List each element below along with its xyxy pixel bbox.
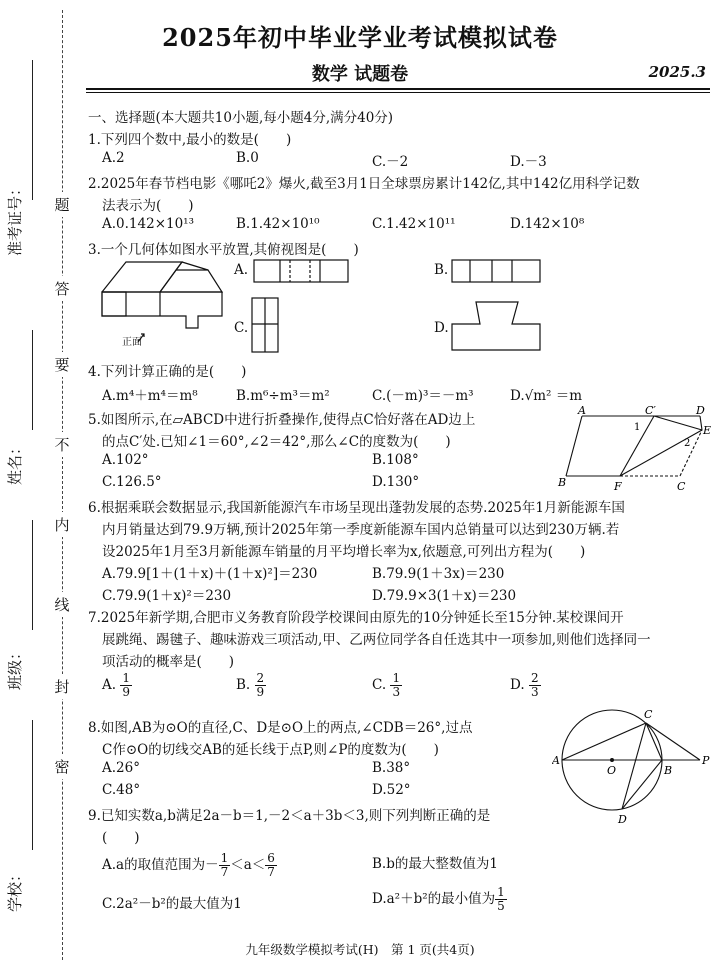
q6-stem-line1: 6.根据乘联会数据显示,我国新能源汽车市场呈现出蓬勃发展的态势.2025年1月新能源车国 — [88, 500, 625, 516]
q8-center-dot — [610, 758, 614, 762]
q5-stem-line2: 的点C′处.已知∠1＝60°,∠2＝42°,那么∠C的度数为( ) — [102, 434, 451, 450]
q2-option-c: C.1.42×10¹¹ — [372, 216, 456, 232]
frac-den: 3 — [392, 685, 401, 699]
name-line — [32, 330, 33, 430]
frac-num: 1 — [122, 671, 130, 685]
q4-option-c: C.(－m)³＝－m³ — [372, 388, 474, 404]
frac-den: 9 — [122, 685, 130, 699]
q6-option-b: B.79.9(1＋3x)＝230 — [372, 566, 505, 582]
q2-option-a: A.0.142×10¹³ — [102, 216, 195, 232]
binding-margin — [0, 0, 80, 969]
q8-stem-line2: C作⊙O的切线交AB的延长线于点P,则∠P的度数为( ) — [102, 742, 439, 758]
q9-option-d-prefix: D.a²＋b²的最小值为 — [372, 891, 496, 907]
q6-option-c: C.79.9(1＋x)²＝230 — [102, 588, 232, 604]
q7-stem-line1: 7.2025年新学期,合肥市义务教育阶段学校课间由原先的10分钟延长至15分钟.某校课间开 — [88, 610, 624, 626]
frac-num: 2 — [256, 671, 265, 685]
q8-option-d: D.52° — [372, 782, 411, 798]
q7-option-b-fraction — [255, 672, 267, 699]
q3-option-c-letter: C. — [234, 320, 249, 336]
q9-option-a-mid: ＜a＜ — [230, 857, 266, 873]
q5-label-d: D — [696, 404, 705, 417]
q9-option-d — [372, 886, 507, 913]
q1-option-c: C.－2 — [372, 154, 409, 170]
section-heading: 一、选择题(本大题共10小题,每小题4分,满分40分) — [88, 110, 394, 126]
header-rule — [86, 88, 710, 90]
q7-stem-line2: 展跳绳、踢毽子、趣味游戏三项活动,甲、乙两位同学各自任选其中一项参加,则他们选择同一 — [102, 632, 651, 648]
exam-title: 2025年初中毕业学业考试模拟试卷 — [162, 23, 558, 52]
seal-char: 密 — [52, 754, 72, 779]
q5-label-e: E — [703, 424, 712, 437]
q4-option-d: D.√m² ＝m — [510, 388, 583, 404]
frac-num: 1 — [220, 851, 229, 865]
frac-num: 2 — [530, 671, 539, 685]
q7-option-a — [102, 672, 132, 699]
page-footer: 九年级数学模拟考试(H) 第 1 页(共4页) — [245, 942, 475, 957]
q3-option-d-letter: D. — [434, 320, 449, 336]
q7-option-d-letter: D. — [510, 677, 525, 693]
frac-num: 6 — [267, 851, 275, 865]
school-line — [32, 720, 33, 850]
q8-label-o: O — [607, 764, 617, 777]
seal-line — [62, 10, 63, 960]
q8-stem-line1: 8.如图,AB为⊙O的直径,C、D是⊙O上的两点,∠CDB＝26°,过点 — [88, 720, 473, 736]
frac-den: 5 — [497, 899, 505, 913]
seal-char: 题 — [52, 192, 72, 217]
q1-option-a: A.2 — [102, 150, 125, 166]
q3-option-b-letter: B. — [434, 262, 449, 278]
seal-char: 封 — [52, 674, 72, 699]
q9-option-d-fraction — [495, 886, 507, 913]
q5-angle-2: 2 — [684, 438, 691, 449]
class-label: 班级： — [6, 644, 24, 690]
q3-option-d-figure[interactable] — [450, 298, 546, 354]
q7-option-d — [510, 672, 541, 699]
seal-char: 线 — [52, 592, 72, 617]
class-line — [32, 520, 33, 630]
q9-option-a-fraction1 — [219, 852, 231, 879]
q9-option-a-fraction2 — [265, 852, 277, 879]
q7-option-c-letter: C. — [372, 677, 387, 693]
q7-stem-line3: 项活动的概率是( ) — [102, 654, 235, 670]
q6-stem-line2: 内月销量达到79.9万辆,预计2025年第一季度新能源车国内总销量可以达到230万辆.若 — [102, 522, 620, 538]
q2-stem-line1: 2.2025年春节档电影《哪吒2》爆火,截至3月1日全球票房累计142亿,其中142亿用科学记数 — [88, 176, 640, 192]
q3-option-c-figure[interactable] — [250, 296, 282, 356]
q5-option-c: C.126.5° — [102, 474, 162, 490]
q5-angle-1: 1 — [634, 422, 641, 433]
q4-stem: 4.下列计算正确的是( ) — [88, 364, 247, 380]
q5-option-a: A.102° — [102, 452, 149, 468]
q5-label-f: F — [614, 480, 622, 493]
q7-option-a-letter: A. — [102, 677, 117, 693]
q9-option-a-prefix: A.a的取值范围为－ — [102, 857, 219, 873]
header-rule-thin — [86, 92, 710, 93]
q3-option-a-letter: A. — [234, 262, 249, 278]
school-label: 学校： — [6, 866, 24, 912]
q2-stem-line2: 法表示为( ) — [102, 198, 194, 214]
q9-option-c: C.2a²－b²的最大值为1 — [102, 896, 242, 912]
q8-option-a: A.26° — [102, 760, 140, 776]
q5-option-b: B.108° — [372, 452, 419, 468]
q7-option-c — [372, 672, 402, 699]
q8-label-p: P — [702, 754, 710, 767]
q5-option-d: D.130° — [372, 474, 420, 490]
q6-option-a: A.79.9[1＋(1＋x)＋(1＋x)²]＝230 — [102, 566, 318, 582]
q8-circle-figure — [552, 704, 714, 828]
q3-option-b-figure[interactable] — [450, 258, 542, 284]
q9-stem-line2: ( ) — [102, 830, 140, 846]
q7-option-c-fraction — [390, 672, 402, 699]
q8-option-b: B.38° — [372, 760, 411, 776]
zhunkao-label: 准考证号： — [6, 180, 24, 256]
q2-option-b: B.1.42×10¹⁰ — [236, 216, 320, 232]
frac-den: 3 — [530, 685, 539, 699]
q3-front-label: 正面 — [122, 337, 142, 348]
q9-option-a — [102, 852, 277, 879]
q9-option-b: B.b的最大整数值为1 — [372, 856, 498, 872]
seal-char: 内 — [52, 512, 72, 537]
q7-option-b-letter: B. — [236, 677, 251, 693]
q9-stem-line1: 9.已知实数a,b满足2a－b＝1,－2＜a＋3b＜3,则下列判断正确的是 — [88, 808, 491, 824]
q1-stem: 1.下列四个数中,最小的数是( ) — [88, 132, 292, 148]
frac-num: 1 — [392, 671, 401, 685]
q5-parallelogram-figure — [556, 404, 712, 496]
name-label: 姓名： — [6, 439, 24, 485]
q2-option-d: D.142×10⁸ — [510, 216, 585, 232]
q1-option-b: B.0 — [236, 150, 259, 166]
q8-label-a: A — [552, 754, 560, 767]
q3-solid-figure — [98, 256, 238, 348]
q5-label-b: B — [558, 476, 567, 489]
q4-option-a: A.m⁴＋m⁴＝m⁸ — [102, 388, 198, 404]
exam-date: 2025.3 — [648, 63, 706, 81]
q5-label-c: C — [677, 480, 686, 493]
q7-option-d-fraction — [529, 672, 541, 699]
q7-option-b — [236, 672, 266, 699]
q4-option-b: B.m⁶÷m³＝m² — [236, 388, 330, 404]
seal-char: 要 — [52, 352, 72, 377]
q8-label-b: B — [664, 764, 673, 777]
frac-den: 7 — [220, 865, 229, 879]
q5-label-c-prime: C′ — [645, 404, 656, 417]
q5-label-a: A — [578, 404, 586, 417]
q7-option-a-fraction — [120, 672, 132, 699]
seal-char: 答 — [52, 276, 72, 301]
frac-den: 9 — [256, 685, 265, 699]
seal-char: 不 — [52, 432, 72, 457]
q8-option-c: C.48° — [102, 782, 141, 798]
q6-option-d: D.79.9×3(1＋x)＝230 — [372, 588, 517, 604]
q3-option-a-figure[interactable] — [252, 258, 352, 284]
q8-label-d: D — [618, 813, 627, 826]
q8-label-c: C — [644, 708, 653, 721]
q3-stem: 3.一个几何体如图水平放置,其俯视图是( ) — [88, 242, 359, 258]
q5-stem-line1: 5.如图所示,在▱ABCD中进行折叠操作,使得点C恰好落在AD边上 — [88, 412, 476, 428]
q6-stem-line3: 设2025年1月至3月新能源车销量的月平均增长率为x,依题意,可列出方程为( ) — [102, 544, 586, 560]
q1-option-d: D.－3 — [510, 154, 547, 170]
frac-num: 1 — [497, 885, 505, 899]
exam-subtitle: 数学 试题卷 — [311, 64, 409, 85]
frac-den: 7 — [267, 865, 275, 879]
